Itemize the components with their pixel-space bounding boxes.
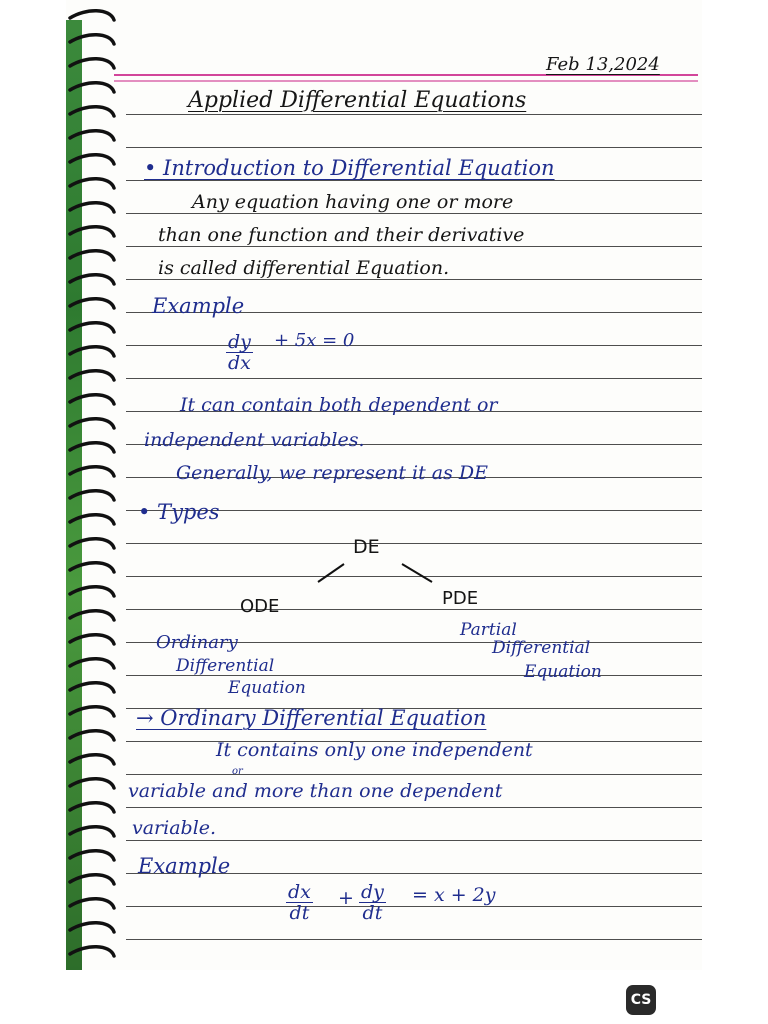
- example1-numerator: dy: [228, 331, 251, 353]
- intro-heading: • Introduction to Differential Equation: [144, 156, 555, 180]
- example2-denominator-1: dt: [289, 902, 310, 924]
- intro-line-2: than one function and their derivative: [158, 224, 525, 246]
- ruled-line: [126, 807, 702, 808]
- dependency-line-1: It can contain both dependent or: [180, 394, 498, 416]
- tree-ode: ODE: [240, 596, 280, 617]
- camscanner-logo: [626, 985, 656, 1015]
- tree-root-de: DE: [353, 536, 380, 558]
- intro-line-1: Any equation having one or more: [192, 191, 514, 213]
- spiral-binding-icon: [66, 0, 126, 970]
- ruled-line: [126, 543, 702, 544]
- ruled-line: [126, 345, 702, 346]
- ode-line-3: variable.: [132, 817, 217, 839]
- intro-line-3: is called differential Equation.: [158, 257, 450, 279]
- ode-name-line-1: Ordinary: [156, 632, 238, 653]
- notebook-page: [66, 0, 702, 970]
- ruled-line: [126, 840, 702, 841]
- ode-heading: → Ordinary Differential Equation: [136, 706, 487, 730]
- types-heading: • Types: [138, 500, 220, 524]
- ruled-line: [126, 939, 702, 940]
- example2-rest: = x + 2y: [412, 884, 496, 906]
- example2-denominator-2: dt: [362, 902, 383, 924]
- example2-fraction-2: [359, 882, 386, 923]
- ode-name-line-2: Differential: [176, 656, 275, 676]
- example2-plus: +: [338, 887, 354, 909]
- ruled-line: [126, 906, 702, 907]
- ruled-line: [126, 378, 702, 379]
- ruled-line: [126, 279, 702, 280]
- margin-red-line-2: [114, 80, 698, 82]
- page-title: Applied Differential Equations: [188, 88, 527, 113]
- dependency-line-2: independent variables.: [144, 429, 365, 451]
- ruled-line: [126, 774, 702, 775]
- ruled-line: [126, 213, 702, 214]
- represent-line: Generally, we represent it as DE: [176, 462, 488, 484]
- example2-label: Example: [138, 854, 231, 878]
- example2-numerator-1: dx: [288, 881, 311, 903]
- ruled-line: [126, 246, 702, 247]
- example1-fraction: [226, 332, 253, 373]
- tree-branches-icon: [312, 560, 437, 588]
- date-label: Feb 13,2024: [546, 54, 660, 75]
- example1-label: Example: [152, 294, 245, 318]
- camscanner-logo-text: CS: [630, 992, 652, 1008]
- tree-pde: PDE: [442, 588, 479, 609]
- example1-denominator: dx: [228, 352, 251, 374]
- ruled-line: [126, 609, 702, 610]
- example1-rest: + 5x = 0: [274, 330, 355, 351]
- ode-line-2: variable and more than one dependent: [128, 780, 503, 802]
- pde-name-line-1: Partial: [460, 620, 517, 640]
- pde-name-line-3: Equation: [524, 662, 602, 682]
- ode-name-line-3: Equation: [228, 678, 306, 698]
- ruled-line: [126, 180, 702, 181]
- ode-line-1: It contains only one independent: [216, 739, 533, 761]
- pde-name-line-2: Differential: [492, 638, 591, 658]
- ode-superscript: or: [232, 766, 243, 777]
- ruled-line: [126, 114, 702, 115]
- example2-numerator-2: dy: [361, 881, 384, 903]
- ruled-line: [126, 147, 702, 148]
- example2-fraction-1: [286, 882, 313, 923]
